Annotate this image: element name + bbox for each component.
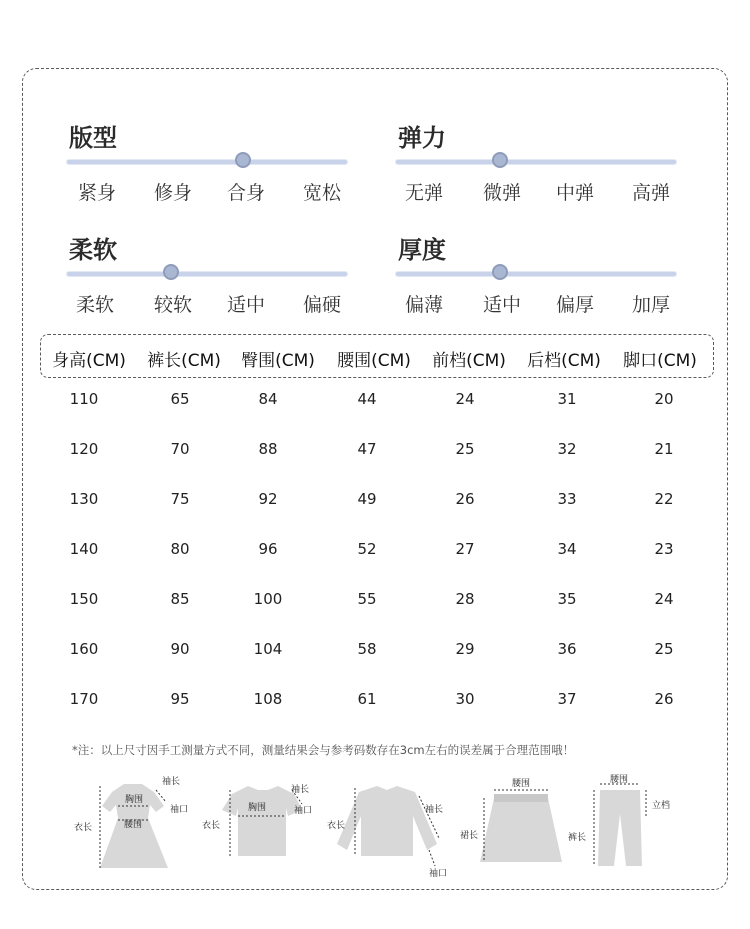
slider-track xyxy=(67,160,347,164)
pants-shape xyxy=(598,790,642,866)
table-cell: 108 xyxy=(253,690,283,708)
option-label: 偏硬 xyxy=(302,294,342,316)
skirt-shape xyxy=(480,798,562,862)
slider-track xyxy=(396,160,676,164)
option-label: 宽松 xyxy=(302,182,342,204)
table-cell: 150 xyxy=(69,590,99,608)
table-cell: 37 xyxy=(557,690,577,708)
table-cell: 65 xyxy=(170,390,190,408)
cuff-line xyxy=(429,850,435,866)
sweater-shape xyxy=(337,786,437,856)
tshirt-diagram xyxy=(200,776,325,866)
table-cell: 52 xyxy=(357,540,377,558)
table-cell: 70 xyxy=(170,440,190,458)
table-cell: 32 xyxy=(557,440,577,458)
table-cell: 84 xyxy=(258,390,278,408)
sweater-length-label: 衣长 xyxy=(327,821,346,831)
table-cell: 44 xyxy=(357,390,377,408)
table-cell: 100 xyxy=(253,590,283,608)
option-label: 合身 xyxy=(226,182,266,204)
header-back-rise: 后档(CM) xyxy=(527,351,601,371)
table-cell: 47 xyxy=(357,440,377,458)
table-cell: 24 xyxy=(654,590,674,608)
table-cell: 28 xyxy=(455,590,475,608)
option-label: 偏薄 xyxy=(404,294,444,316)
skirt-diagram xyxy=(458,776,583,871)
attribute-title: 弹力 xyxy=(398,124,446,152)
dress-chest-label: 胸围 xyxy=(125,795,144,805)
dress-cuff-label: 袖口 xyxy=(170,805,189,815)
table-cell: 25 xyxy=(455,440,475,458)
table-cell: 160 xyxy=(69,640,99,658)
table-cell: 80 xyxy=(170,540,190,558)
option-label: 微弹 xyxy=(482,182,522,204)
table-cell: 26 xyxy=(654,690,674,708)
slider-knob xyxy=(492,264,508,280)
table-cell: 29 xyxy=(455,640,475,658)
option-label: 加厚 xyxy=(631,294,671,316)
table-cell: 20 xyxy=(654,390,674,408)
measurement-note: *注：以上尺寸因手工测量方式不同，测量结果会与参考码数存在3cm左右的误差属于合理范围哦！ xyxy=(72,743,575,757)
table-cell: 85 xyxy=(170,590,190,608)
pants-rise-label: 立档 xyxy=(652,801,671,811)
dress-sleeve-label: 袖长 xyxy=(162,777,181,787)
table-cell: 88 xyxy=(258,440,278,458)
attribute-title: 版型 xyxy=(69,124,117,152)
pants-waist-label: 腰围 xyxy=(610,775,629,785)
table-cell: 27 xyxy=(455,540,475,558)
table-cell: 33 xyxy=(557,490,577,508)
table-cell: 22 xyxy=(654,490,674,508)
option-label: 偏厚 xyxy=(555,294,595,316)
pants-diagram xyxy=(568,774,678,874)
table-cell: 36 xyxy=(557,640,577,658)
sweater-cuff-label: 袖口 xyxy=(429,869,448,879)
table-cell: 21 xyxy=(654,440,674,458)
table-cell: 104 xyxy=(253,640,283,658)
table-cell: 170 xyxy=(69,690,99,708)
option-label: 柔软 xyxy=(75,294,115,316)
table-cell: 31 xyxy=(557,390,577,408)
tshirt-length-label: 衣长 xyxy=(202,821,221,831)
tshirt-chest-label: 胸围 xyxy=(248,803,267,813)
attribute-title: 厚度 xyxy=(398,236,446,264)
table-cell: 35 xyxy=(557,590,577,608)
slider-knob xyxy=(163,264,179,280)
table-cell: 61 xyxy=(357,690,377,708)
dress-waist-label: 腰围 xyxy=(124,820,143,830)
table-cell: 23 xyxy=(654,540,674,558)
header-waist: 腰围(CM) xyxy=(337,351,411,371)
pants-length-label: 裤长 xyxy=(568,833,587,843)
option-label: 适中 xyxy=(482,294,522,316)
option-label: 较软 xyxy=(153,294,193,316)
slider-track xyxy=(396,272,676,276)
table-cell: 120 xyxy=(69,440,99,458)
table-cell: 130 xyxy=(69,490,99,508)
table-cell: 34 xyxy=(557,540,577,558)
dress-length-label: 衣长 xyxy=(74,823,93,833)
table-cell: 92 xyxy=(258,490,278,508)
tshirt-cuff-label: 袖口 xyxy=(294,806,313,816)
option-label: 高弹 xyxy=(631,182,671,204)
table-cell: 75 xyxy=(170,490,190,508)
header-hip: 臀围(CM) xyxy=(241,351,315,371)
table-cell: 55 xyxy=(357,590,377,608)
table-cell: 110 xyxy=(69,390,99,408)
option-label: 无弹 xyxy=(404,182,444,204)
header-leg-opening: 脚口(CM) xyxy=(623,351,697,371)
table-cell: 30 xyxy=(455,690,475,708)
table-cell: 95 xyxy=(170,690,190,708)
tshirt-shape xyxy=(222,786,302,856)
header-height: 身高(CM) xyxy=(52,351,126,371)
table-cell: 96 xyxy=(258,540,278,558)
attribute-title: 柔软 xyxy=(69,236,117,264)
header-pants-length: 裤长(CM) xyxy=(147,351,221,371)
option-label: 紧身 xyxy=(77,182,117,204)
skirt-waistband xyxy=(494,794,548,802)
header-front-rise: 前档(CM) xyxy=(432,351,506,371)
table-cell: 26 xyxy=(455,490,475,508)
sweater-sleeve-label: 袖长 xyxy=(425,805,444,815)
tshirt-sleeve-label: 袖长 xyxy=(291,785,310,795)
option-label: 适中 xyxy=(226,294,266,316)
slider-track xyxy=(67,272,347,276)
skirt-length-label: 裙长 xyxy=(460,831,479,841)
option-label: 中弹 xyxy=(555,182,595,204)
table-cell: 24 xyxy=(455,390,475,408)
table-cell: 49 xyxy=(357,490,377,508)
table-cell: 140 xyxy=(69,540,99,558)
content-frame xyxy=(22,68,728,890)
dress-diagram xyxy=(72,772,202,884)
sweater-diagram xyxy=(325,778,455,884)
option-label: 修身 xyxy=(153,182,193,204)
skirt-waist-label: 腰围 xyxy=(512,779,531,789)
table-cell: 90 xyxy=(170,640,190,658)
slider-knob xyxy=(492,152,508,168)
table-cell: 25 xyxy=(654,640,674,658)
table-cell: 58 xyxy=(357,640,377,658)
